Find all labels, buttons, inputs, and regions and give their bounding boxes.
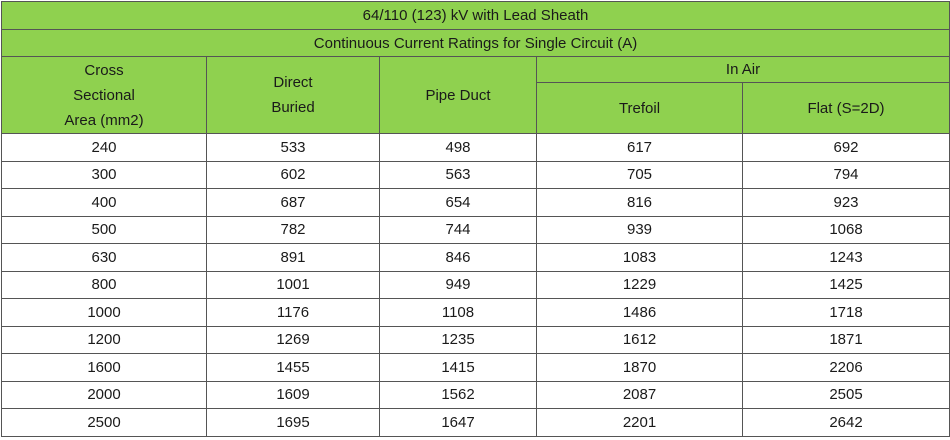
- cell-direct-buried: 533: [207, 134, 380, 162]
- cell-trefoil: 1486: [537, 299, 743, 327]
- cell-flat: 794: [743, 161, 950, 189]
- table-row: [2, 134, 950, 162]
- cell-cross-section: 2500: [2, 409, 207, 437]
- cell-trefoil: 705: [537, 161, 743, 189]
- cell-pipe-duct: 498: [380, 134, 537, 162]
- cell-direct-buried: 1176: [207, 299, 380, 327]
- cell-direct-buried: 782: [207, 216, 380, 244]
- cell-cross-section: 800: [2, 271, 207, 299]
- cell-pipe-duct: 1562: [380, 381, 537, 409]
- table-row: [2, 189, 950, 217]
- cell-direct-buried: 1001: [207, 271, 380, 299]
- header-direct-buried-line-1: Direct: [273, 74, 313, 91]
- cell-cross-section: 630: [2, 244, 207, 272]
- table-subtitle: Continuous Current Ratings for Single Circuit (A): [2, 30, 950, 57]
- cell-trefoil: 2201: [537, 409, 743, 437]
- cell-direct-buried: 891: [207, 244, 380, 272]
- cell-cross-section: 1200: [2, 326, 207, 354]
- cell-pipe-duct: 846: [380, 244, 537, 272]
- cell-cross-section: 1600: [2, 354, 207, 382]
- header-cross-section-line-3: Area (mm2): [64, 111, 144, 129]
- cell-cross-section: 1000: [2, 299, 207, 327]
- header-direct-buried-line-2: Buried: [271, 99, 315, 116]
- cell-trefoil: 1083: [537, 244, 743, 272]
- table-row: [2, 161, 950, 189]
- cell-flat: 2642: [743, 409, 950, 437]
- cell-pipe-duct: 744: [380, 216, 537, 244]
- table-title: 64/110 (123) kV with Lead Sheath: [2, 2, 950, 30]
- cell-flat: 2505: [743, 381, 950, 409]
- cell-direct-buried: 602: [207, 161, 380, 189]
- cell-cross-section: 2000: [2, 381, 207, 409]
- table-row: [2, 409, 950, 437]
- cell-direct-buried: 1609: [207, 381, 380, 409]
- header-trefoil: Trefoil: [537, 83, 743, 134]
- cell-pipe-duct: 949: [380, 271, 537, 299]
- cell-cross-section: 400: [2, 189, 207, 217]
- table-row: [2, 326, 950, 354]
- cell-direct-buried: 1455: [207, 354, 380, 382]
- cell-trefoil: 2087: [537, 381, 743, 409]
- cell-pipe-duct: 1415: [380, 354, 537, 382]
- cell-trefoil: 816: [537, 189, 743, 217]
- header-cross-section: [2, 57, 207, 134]
- header-cross-section-line-2: Sectional: [73, 86, 135, 104]
- cell-flat: 923: [743, 189, 950, 217]
- cell-flat: 1243: [743, 244, 950, 272]
- cell-pipe-duct: 1108: [380, 299, 537, 327]
- cell-pipe-duct: 563: [380, 161, 537, 189]
- cell-pipe-duct: 654: [380, 189, 537, 217]
- cell-flat: 692: [743, 134, 950, 162]
- ratings-table: [1, 1, 950, 437]
- header-in-air: In Air: [537, 57, 950, 83]
- cell-direct-buried: 687: [207, 189, 380, 217]
- table-body: [2, 134, 950, 437]
- table-row: [2, 216, 950, 244]
- cell-cross-section: 300: [2, 161, 207, 189]
- header-direct-buried: [207, 57, 380, 134]
- header-cross-section-line-1: Cross: [84, 61, 124, 79]
- header-flat: Flat (S=2D): [743, 83, 950, 134]
- cell-trefoil: 617: [537, 134, 743, 162]
- cell-trefoil: 939: [537, 216, 743, 244]
- table-row: [2, 354, 950, 382]
- table-row: [2, 271, 950, 299]
- cell-direct-buried: 1269: [207, 326, 380, 354]
- cell-trefoil: 1229: [537, 271, 743, 299]
- table-row: [2, 299, 950, 327]
- cell-flat: 1068: [743, 216, 950, 244]
- cell-trefoil: 1870: [537, 354, 743, 382]
- cell-cross-section: 500: [2, 216, 207, 244]
- table-row: [2, 244, 950, 272]
- table-row: [2, 381, 950, 409]
- cell-flat: 2206: [743, 354, 950, 382]
- header-pipe-duct: Pipe Duct: [380, 57, 537, 134]
- cell-cross-section: 240: [2, 134, 207, 162]
- cell-flat: 1718: [743, 299, 950, 327]
- cell-flat: 1425: [743, 271, 950, 299]
- cell-pipe-duct: 1647: [380, 409, 537, 437]
- cell-direct-buried: 1695: [207, 409, 380, 437]
- cell-flat: 1871: [743, 326, 950, 354]
- cell-pipe-duct: 1235: [380, 326, 537, 354]
- cell-trefoil: 1612: [537, 326, 743, 354]
